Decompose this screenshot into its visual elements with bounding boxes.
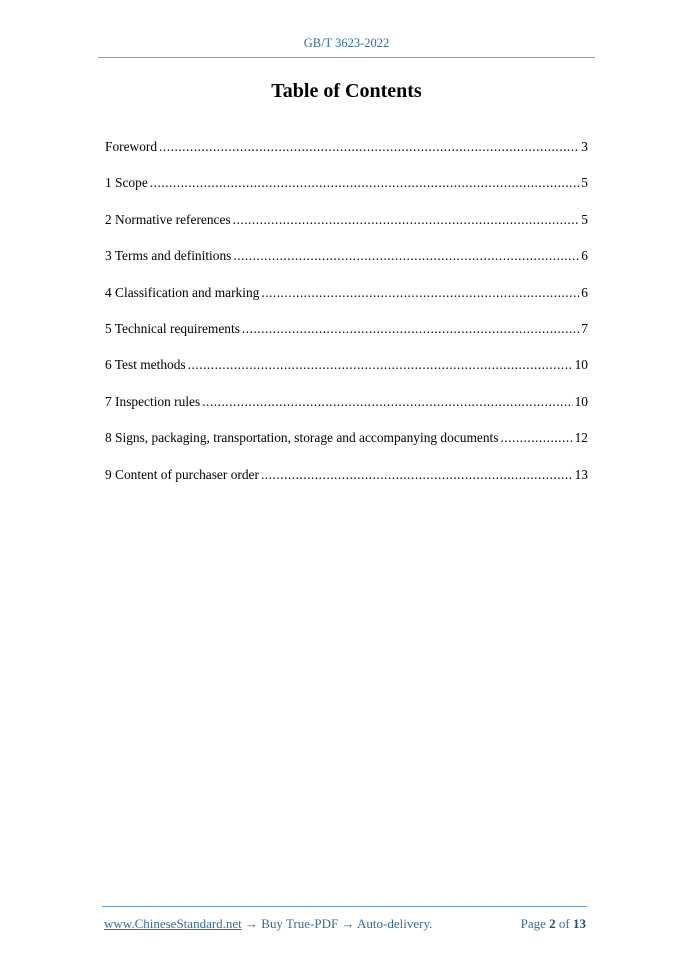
toc-entry-inspection-rules[interactable]: [105, 392, 588, 428]
page-indicator: [521, 916, 586, 932]
current-page-number: 2: [549, 916, 556, 931]
toc-entry-page: 12: [574, 430, 588, 446]
toc-leader-dots: [202, 392, 572, 412]
toc-leader-dots: [233, 210, 580, 230]
toc-entry-label: 7 Inspection rules: [105, 393, 201, 409]
toc-entry-test-methods[interactable]: [105, 355, 588, 391]
toc-entry-foreword[interactable]: [105, 137, 588, 173]
toc-entry-page: 3: [581, 139, 588, 154]
toc-entry-signs-packaging[interactable]: [105, 428, 588, 464]
toc-leader-dots: [242, 319, 579, 339]
toc-entry-label: 1 Scope: [105, 175, 148, 191]
header-divider: [98, 57, 595, 58]
toc-entry-page: 7: [581, 320, 588, 336]
toc-entry-page: 10: [574, 357, 588, 373]
toc-entry-label: 6 Test methods: [105, 357, 186, 373]
toc-entry-label: 3 Terms and definitions: [105, 248, 232, 264]
toc-entry-label: Foreword: [105, 139, 158, 154]
toc-leader-dots: [159, 137, 579, 157]
toc-entry-label: 8 Signs, packaging, transportation, storage and accompanying documents: [105, 430, 499, 446]
toc-entry-normative-references[interactable]: [105, 210, 588, 246]
toc-entry-page: 5: [581, 211, 588, 227]
toc-leader-dots: [188, 355, 573, 375]
footer-promo-text: → Buy True-PDF → Auto-delivery.: [241, 916, 433, 931]
table-of-contents: [105, 137, 588, 501]
toc-leader-dots: [261, 283, 579, 303]
toc-entry-terms-and-definitions[interactable]: [105, 246, 588, 282]
toc-entry-page: 5: [581, 175, 588, 191]
toc-leader-dots: [150, 173, 580, 193]
footer-divider: [102, 906, 587, 907]
footer-promo: [104, 916, 432, 932]
toc-leader-dots: [261, 465, 573, 485]
toc-entry-page: 6: [581, 284, 588, 300]
toc-leader-dots: [500, 428, 572, 448]
toc-entry-technical-requirements[interactable]: [105, 319, 588, 355]
page-title: Table of Contents: [271, 80, 422, 102]
toc-entry-label: 2 Normative references: [105, 211, 231, 227]
toc-entry-label: 5 Technical requirements: [105, 320, 240, 336]
total-pages: 13: [573, 916, 586, 931]
website-link[interactable]: www.ChineseStandard.net: [104, 916, 242, 931]
of-word: of: [558, 916, 570, 931]
page-word: Page: [520, 916, 546, 931]
toc-entry-page: 6: [581, 248, 588, 264]
toc-entry-label: 4 Classification and marking: [105, 284, 260, 300]
toc-entry-page: 13: [574, 466, 588, 482]
toc-entry-label: 9 Content of purchaser order: [105, 466, 259, 482]
toc-entry-page: 10: [574, 393, 588, 409]
document-code-header: GB/T 3623-2022: [303, 36, 390, 50]
toc-entry-classification-and-marking[interactable]: [105, 283, 588, 319]
toc-entry-scope[interactable]: [105, 173, 588, 209]
toc-leader-dots: [233, 246, 579, 266]
toc-entry-purchaser-order[interactable]: [105, 465, 588, 501]
